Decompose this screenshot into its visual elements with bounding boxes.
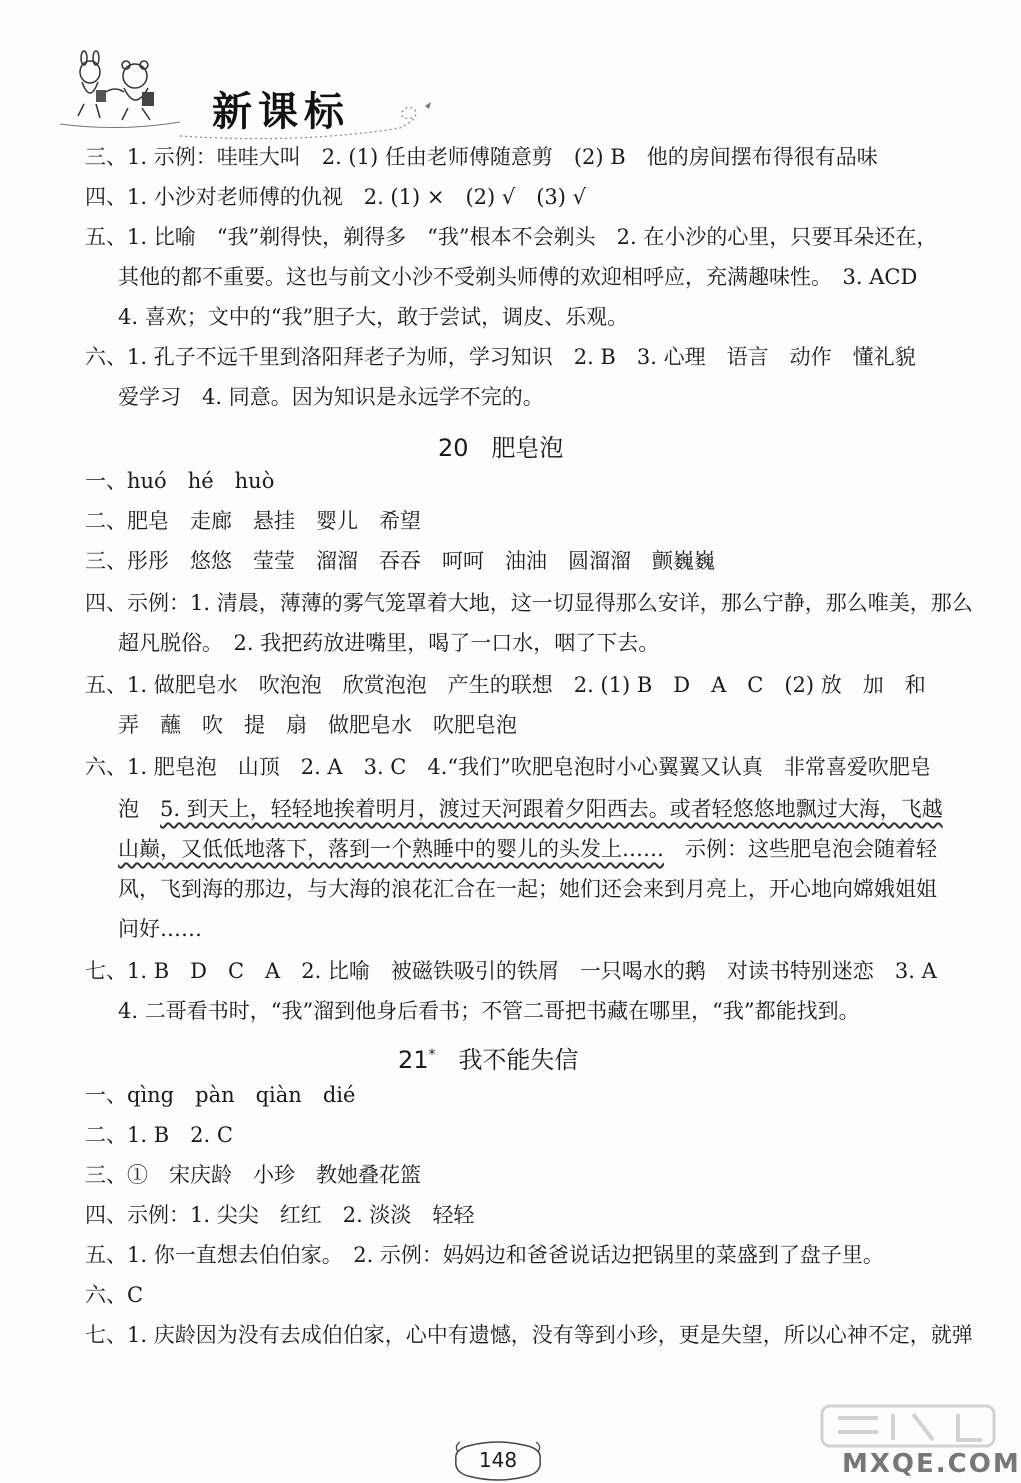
underlined-quote: 5. 到天上，轻轻地挨着明月，渡过天河跟着夕阳西去。或者轻悠悠地飘过大海，飞越: [160, 797, 943, 821]
answer-segment: 示例：这些肥皂泡会随着轻: [664, 837, 937, 861]
answer-line: [118, 834, 937, 864]
answer-line: 一、huó hé huò: [85, 469, 275, 493]
lesson-number: 20: [438, 434, 469, 462]
brand-title: 新课标: [212, 89, 350, 135]
answer-line: 四、1. 小沙对老师傅的仇视 2. (1) × (2) √ (3) √: [85, 185, 587, 209]
answer-line: 五、1. 做肥皂水 吹泡泡 欣赏泡泡 产生的联想 2. (1) B D A C (2) 放 加 和: [85, 673, 926, 697]
answer-line: 五、1. 你一直想去伯伯家。 2. 示例：妈妈边和爸爸说话边把锅里的菜盛到了盘子里。: [85, 1243, 884, 1267]
answer-line: 4. 喜欢；文中的“我”胆子大，敢于尝试，调皮、乐观。: [118, 305, 629, 329]
answer-line: 4. 二哥看书时，“我”溜到他身后看书；不管二哥把书藏在哪里，“我”都能找到。: [118, 999, 860, 1023]
answer-line: 四、示例：1. 清晨，薄薄的雾气笼罩着大地，这一切显得那么安详，那么宁静，那么唯美，那么: [85, 591, 973, 615]
answer-line: [118, 794, 943, 824]
answer-line: 问好……: [118, 917, 202, 941]
answer-line: 七、1. B D C A 2. 比喻 被磁铁吸引的铁屑 一只喝水的鹅 对读书特别迷恋 3. A: [85, 959, 937, 983]
answer-line: 五、1. 比喻 “我”剃得快，剃得多 “我”根本不会剃头 2. 在小沙的心里，只要耳朵还在，: [85, 225, 938, 249]
answer-line: 四、示例：1. 尖尖 红红 2. 淡淡 轻轻: [85, 1203, 475, 1227]
lesson-title: 我不能失信: [458, 1046, 579, 1074]
answer-line: 二、1. B 2. C: [85, 1123, 233, 1147]
answer-line: 二、肥皂 走廊 悬挂 婴儿 希望: [85, 509, 421, 533]
answer-line: 六、1. 孔子不远千里到洛阳拜老子为师，学习知识 2. B 3. 心理 语言 动作 懂礼貌: [85, 345, 916, 369]
answer-line: 一、qìng pàn qiàn dié: [85, 1083, 356, 1107]
answer-line: 六、C: [85, 1283, 144, 1307]
underlined-quote: 山巅，又低低地落下，落到一个熟睡中的婴儿的头发上……: [118, 837, 664, 861]
lesson-number: 21: [398, 1046, 429, 1074]
answer-line: 七、1. 庆龄因为没有去成伯伯家，心中有遗憾，没有等到小珍，更是失望，所以心神不定，就弹: [85, 1323, 973, 1347]
page-header: [0, 0, 1000, 140]
answer-line: 六、1. 肥皂泡 山顶 2. A 3. C 4.“我们”吹肥皂泡时小心翼翼又认真 非常喜爱吹肥皂: [85, 755, 931, 779]
optional-lesson-mark: *: [428, 1047, 436, 1063]
decorative-swirl-icon: [140, 88, 460, 148]
answer-line: 其他的都不重要。这也与前文小沙不受剃头师傅的欢迎相呼应，充满趣味性。 3. ACD: [118, 265, 918, 289]
lesson-title: 肥皂泡: [491, 434, 564, 462]
answer-line: 超凡脱俗。 2. 我把药放进嘴里，喝了一口水，咽了下去。: [118, 631, 660, 655]
answer-line: 三、彤彤 悠悠 莹莹 溜溜 吞吞 呵呵 油油 圆溜溜 颤巍巍: [85, 549, 715, 573]
answer-line: 弄 蘸 吹 提 扇 做肥皂水 吹肥皂泡: [118, 713, 517, 737]
section-title-20: [438, 428, 563, 463]
answer-line: 三、① 宋庆龄 小珍 教她叠花篮: [85, 1163, 421, 1187]
answer-line: 三、1. 示例：哇哇大叫 2. (1) 任由老师傅随意剪 (2) B 他的房间摆布得很有品味: [85, 145, 878, 169]
answer-line: 风，飞到海的那边，与大海的浪花汇合在一起；她们还会来到月亮上，开心地向嫦娥姐姐: [118, 877, 937, 901]
answer-line: 爱学习 4. 同意。因为知识是永远学不完的。: [118, 385, 544, 409]
answer-segment: 泡: [118, 797, 160, 821]
watermark-text: MXQE.COM: [842, 1449, 1021, 1479]
page-number: 148: [478, 1448, 518, 1472]
section-title-21: [398, 1040, 578, 1075]
